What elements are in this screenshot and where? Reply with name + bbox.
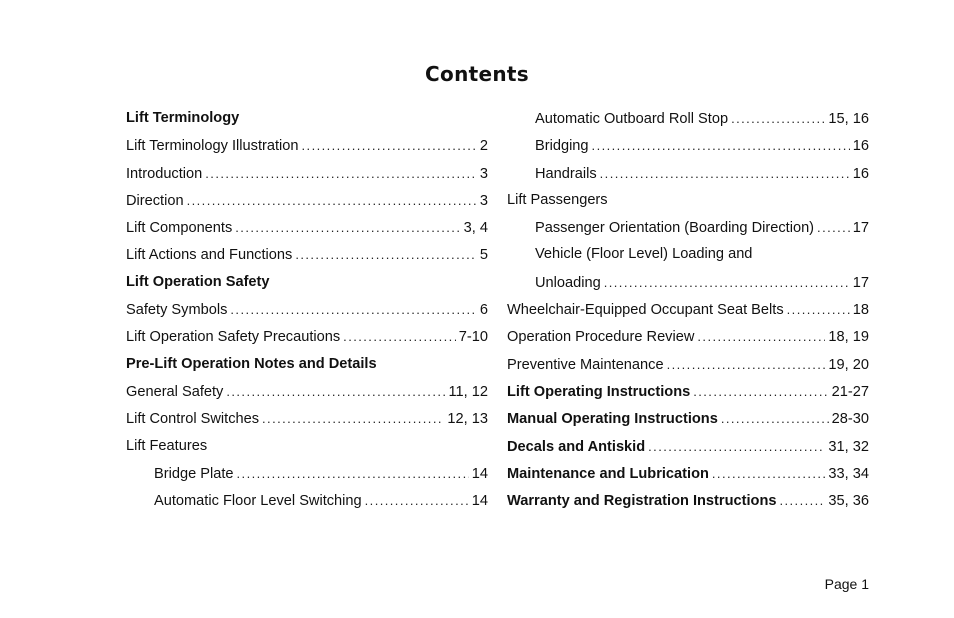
toc-entry-page: 16 [852,165,869,182]
dot-leader [235,214,460,242]
toc-entry-label: Safety Symbols [126,302,228,319]
toc-entry [507,132,869,159]
toc-entry [507,214,869,241]
toc-entry [507,487,869,514]
toc-entry [126,269,488,296]
toc-entry-page: 18 [852,302,869,319]
dot-leader [187,187,477,215]
toc-entry [126,433,488,460]
toc-entry-label: Pre-Lift Operation Notes and Details [126,355,377,372]
toc-entry [507,433,869,460]
toc-entry [126,241,488,268]
toc-entry-page: 19, 20 [828,356,869,373]
toc-entry-label: Decals and Antiskid [507,438,646,455]
toc-entry [507,378,869,405]
toc-entry [126,214,488,241]
toc-entry-label: Lift Actions and Functions [126,247,293,264]
dot-leader [667,351,826,379]
dot-leader [226,378,445,406]
toc-entry-page: 35, 36 [828,493,869,510]
toc-entry-label: Lift Operating Instructions [507,383,691,400]
toc-entry [507,160,869,187]
dot-leader [731,105,825,133]
toc-entry-page: 33, 34 [828,465,869,482]
toc-entry [507,405,869,432]
toc-entry [507,269,869,296]
toc-entry-label: Lift Terminology Illustration [126,138,299,155]
toc-entry [126,160,488,187]
toc-entry-label: Handrails [535,165,597,182]
toc-entry-page: 17 [852,274,869,291]
toc-entry [126,296,488,323]
toc-entry-page: 31, 32 [828,438,869,455]
toc-entry-page: 14 [471,465,488,482]
dot-leader [343,323,456,351]
toc-entry-page: 2 [479,138,488,155]
dot-leader [648,433,825,461]
toc-entry-label: Lift Features [126,437,208,454]
toc-entry-page: 6 [479,302,488,319]
dot-leader [604,269,850,297]
toc-entry-label: Lift Operation Safety [126,273,270,290]
dot-leader [817,214,850,242]
toc-right-column [507,105,869,514]
dot-leader [237,460,469,488]
toc-entry [126,460,488,487]
dot-leader [295,241,477,269]
toc-entry-page: 14 [471,493,488,510]
toc-entry-label: Lift Control Switches [126,411,260,428]
dot-leader [693,378,828,406]
toc-entry-label: Automatic Outboard Roll Stop [535,111,729,127]
toc-entry-label: Automatic Floor Level Switching [154,493,362,510]
toc-entry-page: 15, 16 [828,111,869,127]
toc-entry [507,351,869,378]
toc-left-column [126,105,488,514]
toc-entry [507,296,869,323]
toc-entry-page: 3, 4 [463,220,488,237]
toc-entry [126,132,488,159]
dot-leader [712,460,826,488]
toc-entry [507,323,869,350]
toc-entry [507,105,869,132]
toc-entry-page: 16 [852,138,869,155]
dot-leader [600,160,850,188]
toc-entry-label: Preventive Maintenance [507,356,664,373]
toc-entry-label: Warranty and Registration Instructions [507,493,777,510]
toc-entry-label: Bridging [535,138,589,155]
toc-entry-page: 28-30 [831,411,869,428]
toc-entry [126,187,488,214]
toc-entry-page: 3 [479,192,488,209]
toc-entry [507,460,869,487]
toc-entry-label: Manual Operating Instructions [507,411,718,428]
toc-entry-page: 3 [479,165,488,182]
toc-entry [126,351,488,378]
dot-leader [205,160,477,188]
dot-leader [302,132,477,160]
toc-entry [126,405,488,432]
toc-entry-page: 12, 13 [447,411,488,428]
page-number: Page 1 [824,576,869,592]
dot-leader [697,323,825,351]
toc-entry-label: Lift Passengers [507,191,608,208]
toc-entry-label: Lift Terminology [126,110,240,126]
toc-entry-label: Bridge Plate [154,465,234,482]
dot-leader [262,405,444,433]
dot-leader [721,405,829,433]
toc-entry-label: General Safety [126,383,224,400]
toc-entry [507,187,869,214]
toc-entry-page: 17 [852,220,869,237]
toc-entry-label: Wheelchair-Equipped Occupant Seat Belts [507,302,784,319]
toc-entry-label: Maintenance and Lubrication [507,465,709,482]
toc-entry [126,323,488,350]
toc-entry-page: 7-10 [458,329,488,346]
dot-leader [230,296,476,324]
toc-entry-label: Direction [126,192,184,209]
dot-leader [365,487,469,515]
toc-entry-label: Unloading [535,274,601,291]
toc-entry-label: Lift Operation Safety Precautions [126,329,341,346]
toc-entry-label: Vehicle (Floor Level) Loading and [535,246,753,263]
toc-entry-label: Passenger Orientation (Boarding Direction) [535,220,815,237]
toc-entry-label: Operation Procedure Review [507,329,695,346]
dot-leader [592,132,850,160]
toc-entry-page: 18, 19 [828,329,869,346]
toc-entry [126,378,488,405]
toc-entry [126,487,488,514]
page-title: Contents [425,62,529,86]
toc-entry-label: Lift Components [126,220,233,237]
toc-entry-label: Introduction [126,165,203,182]
dot-leader [787,296,850,324]
dot-leader [779,487,825,515]
toc-entry [126,105,488,132]
toc-entry-page: 5 [479,247,488,264]
toc-entry-page: 21-27 [831,383,869,400]
toc-entry [507,241,869,268]
toc-entry-page: 11, 12 [448,383,488,400]
